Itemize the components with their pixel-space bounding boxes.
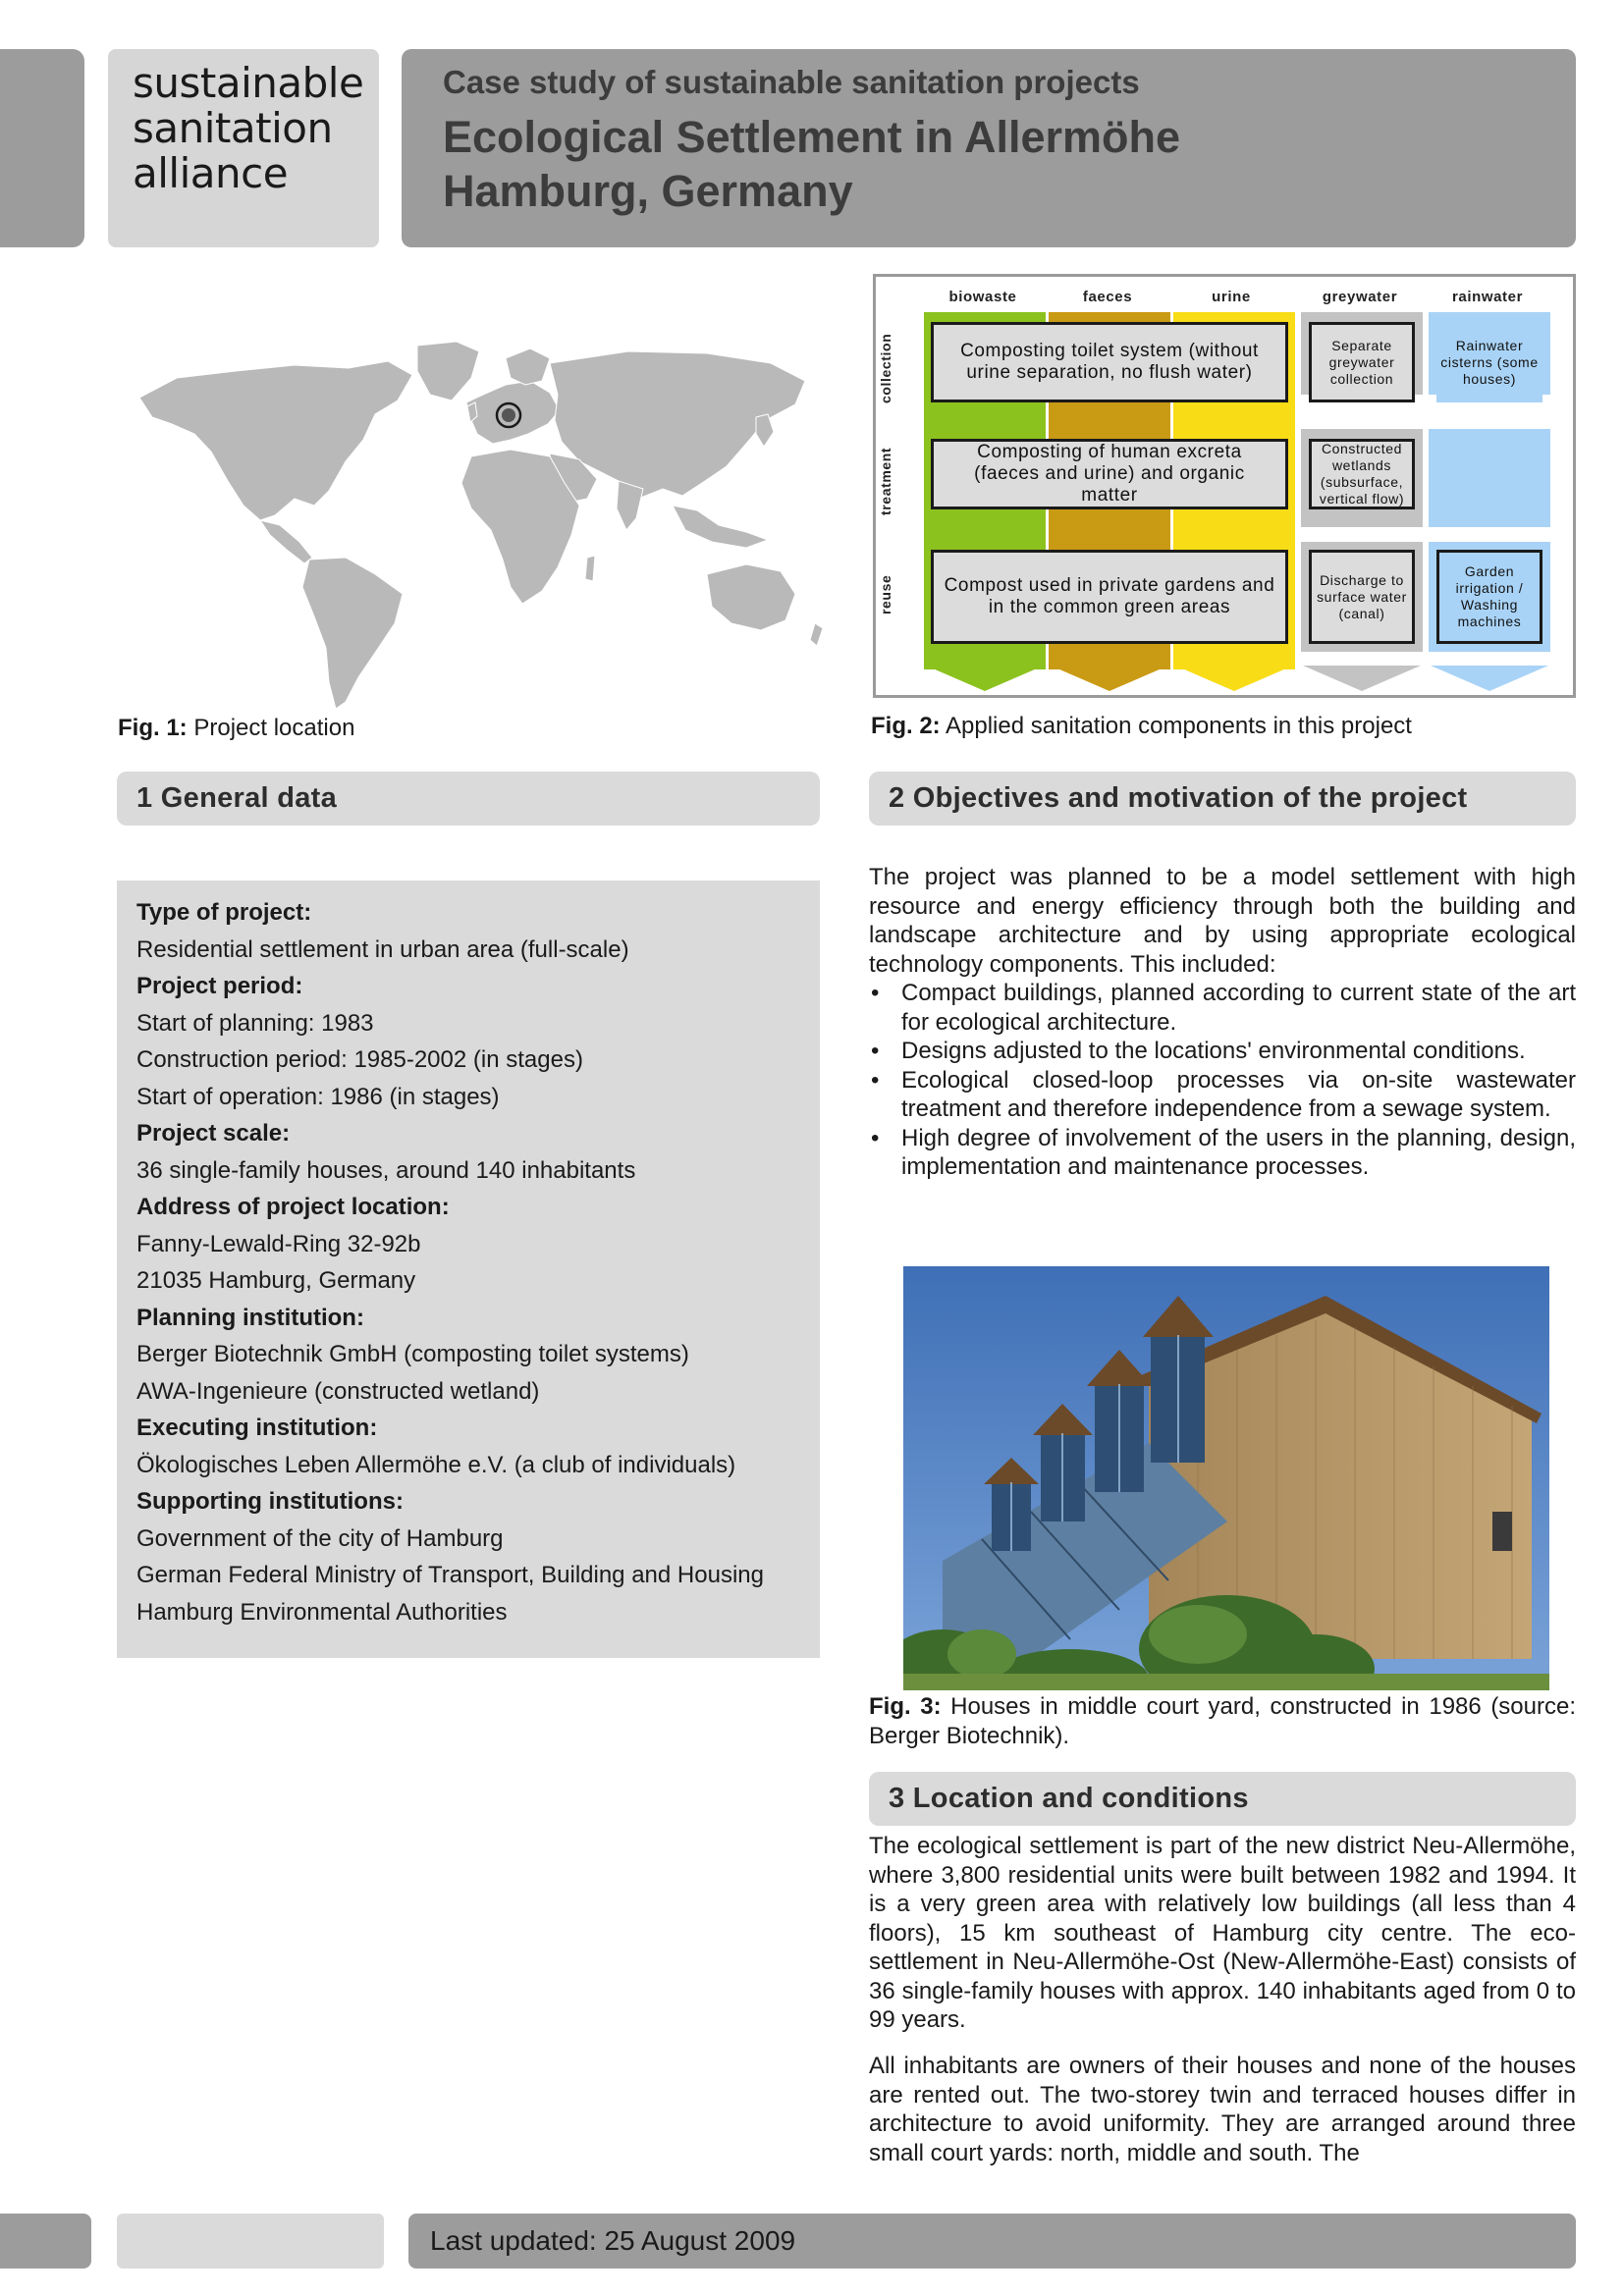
header-left-tab bbox=[0, 49, 84, 247]
section-2-intro: The project was planned to be a model settlement with high resource and energy efficiency through both the building and landscape architecture and by using appropriate ecological technology components. This included: bbox=[869, 864, 1576, 978]
data-value: Start of planning: 1983 bbox=[136, 1009, 374, 1037]
column-label: rainwater bbox=[1451, 289, 1524, 305]
data-label: Planning institution: bbox=[136, 1304, 364, 1331]
column-label: faeces bbox=[1082, 289, 1133, 305]
faeces-arrow-icon bbox=[1051, 666, 1168, 691]
data-value: Construction period: 1985-2002 (in stages) bbox=[136, 1046, 583, 1073]
data-value: Residential settlement in urban area (full-scale) bbox=[136, 935, 629, 963]
section-3-paragraph-2: All inhabitants are owners of their houses and none of the houses are rented out. The two-storey twin and terraced houses differ in architecture to avoid uniformity. They are arranged around three small court yards: north, middle and south. The bbox=[869, 2053, 1576, 2166]
greywater-collection-box: Separate greywater collection bbox=[1309, 322, 1415, 402]
world-map bbox=[118, 324, 835, 717]
map-india bbox=[617, 481, 643, 530]
logo-line: sustainable bbox=[133, 59, 364, 107]
data-label: Project period: bbox=[136, 973, 303, 999]
header-band bbox=[402, 49, 1576, 247]
map-south-america bbox=[302, 558, 403, 709]
data-label: Executing institution: bbox=[136, 1415, 378, 1441]
fig3-text: Houses in middle court yard, constructed in 1986 (source: Berger Biotechnik). bbox=[869, 1693, 1577, 1749]
fig1-caption bbox=[118, 714, 354, 743]
data-label: Address of project location: bbox=[136, 1194, 450, 1220]
data-value: German Federal Ministry of Transport, Building and Housing bbox=[136, 1562, 764, 1588]
greywater-arrow-icon bbox=[1303, 666, 1421, 691]
data-label: Type of project: bbox=[136, 899, 312, 926]
section-3-heading: 3 Location and conditions bbox=[869, 1772, 1576, 1826]
logo-line: alliance bbox=[133, 149, 289, 197]
data-value: Fanny-Lewald-Ring 32-92b bbox=[136, 1230, 421, 1257]
data-value: Government of the city of Hamburg bbox=[136, 1524, 504, 1552]
map-japan bbox=[756, 414, 774, 447]
biowaste-arrow-icon bbox=[926, 666, 1044, 691]
houses-photo bbox=[903, 1266, 1549, 1690]
map-new-zealand bbox=[810, 623, 823, 646]
row-label: collection bbox=[878, 333, 893, 403]
data-value: Berger Biotechnik GmbH (composting toilet systems) bbox=[136, 1341, 689, 1367]
data-value: Ökologisches Leben Allermöhe e.V. (a club of individuals) bbox=[136, 1451, 736, 1478]
row-label: treatment bbox=[878, 447, 893, 515]
logo-line: sanitation bbox=[133, 104, 333, 152]
rainwater-stream-treatment bbox=[1429, 429, 1550, 527]
document-title-line2: Hamburg, Germany bbox=[443, 166, 853, 216]
compost-reuse-box: Compost used in private gardens and in the common green areas bbox=[931, 550, 1288, 644]
column-label: urine bbox=[1212, 289, 1251, 305]
map-se-asia bbox=[673, 506, 768, 548]
data-label: Supporting institutions: bbox=[136, 1488, 404, 1515]
map-north-america bbox=[139, 361, 412, 520]
document-title-line1: Ecological Settlement in Allermöhe bbox=[443, 112, 1181, 162]
rainwater-cisterns-box: Rainwater cisterns (some houses) bbox=[1436, 322, 1542, 402]
section-2-heading: 2 Objectives and motivation of the project bbox=[869, 772, 1576, 826]
footer-band bbox=[408, 2214, 1576, 2269]
list-item: • Designs adjusted to the locations' environmental conditions. bbox=[869, 1037, 1576, 1066]
data-value: 36 single-family houses, around 140 inhabitants bbox=[136, 1156, 636, 1184]
garden-irrigation-box: Garden irrigation / Washing machines bbox=[1436, 550, 1542, 644]
fig1-label: Fig. 1: bbox=[118, 715, 188, 741]
general-data-box bbox=[117, 881, 820, 1658]
list-item: • High degree of involvement of the users in the planning, design, implementation and maintenance processes. bbox=[869, 1124, 1576, 1182]
data-value: Start of operation: 1986 (in stages) bbox=[136, 1083, 500, 1110]
list-item: • Compact buildings, planned according to current state of the art for ecological architecture. bbox=[869, 979, 1576, 1037]
alliance-logo bbox=[108, 49, 379, 247]
data-value: Hamburg Environmental Authorities bbox=[136, 1598, 508, 1626]
objectives-list bbox=[869, 979, 1576, 1182]
rainwater-arrow-icon bbox=[1431, 666, 1548, 691]
surface-water-discharge-box: Discharge to surface water (canal) bbox=[1309, 550, 1415, 644]
map-australia bbox=[707, 564, 795, 630]
fig2-text: Applied sanitation components in this project bbox=[946, 713, 1412, 739]
data-value: AWA-Ingenieure (constructed wetland) bbox=[136, 1377, 540, 1405]
fig2-label: Fig. 2: bbox=[871, 713, 941, 739]
section-1-heading: 1 General data bbox=[117, 772, 820, 826]
map-greenland bbox=[417, 342, 479, 400]
document-subtitle: Case study of sustainable sanitation projects bbox=[443, 64, 1140, 100]
composting-toilet-box: Composting toilet system (without urine separation, no flush water) bbox=[931, 322, 1288, 402]
last-updated: Last updated: 25 August 2009 bbox=[430, 2225, 796, 2256]
map-central-america bbox=[260, 520, 312, 563]
fig2-caption bbox=[871, 712, 1412, 741]
footer-left-tab bbox=[0, 2214, 91, 2269]
sanitation-components-diagram bbox=[873, 274, 1576, 698]
footer-middle-block bbox=[117, 2214, 384, 2269]
list-item: • Ecological closed-loop processes via on-site wastewater treatment and therefore independence from a sewage system. bbox=[869, 1066, 1576, 1124]
constructed-wetlands-box: Constructed wetlands (subsurface, vertical flow) bbox=[1309, 439, 1415, 509]
section-3-paragraph-1: The ecological settlement is part of the new district Neu-Allermöhe, where 3,800 residential units were built between 1982 and 1994. It is a very green area with relatively low buildings (all less than 4 floors), 15 km southeast of Hamburg city centre. The eco-settlement in Neu-Allermöhe-Ost (New-Allermöhe-East) consists of 36 single-family houses with approx. 140 inhabitants aged from 0 to 99 years. bbox=[869, 1833, 1576, 2033]
map-madagascar bbox=[585, 556, 595, 581]
column-label: biowaste bbox=[948, 289, 1017, 305]
composting-excreta-box: Composting of human excreta (faeces and urine) and organic matter bbox=[931, 439, 1288, 509]
fig3-caption bbox=[869, 1692, 1576, 1751]
data-value: 21035 Hamburg, Germany bbox=[136, 1267, 416, 1294]
map-scandinavia bbox=[506, 348, 550, 385]
column-label: greywater bbox=[1322, 289, 1398, 305]
row-label: reuse bbox=[878, 574, 893, 615]
urine-arrow-icon bbox=[1175, 666, 1293, 691]
fig3-label: Fig. 3: bbox=[869, 1693, 942, 1720]
fig1-text: Project location bbox=[193, 715, 355, 741]
data-label: Project scale: bbox=[136, 1120, 291, 1147]
